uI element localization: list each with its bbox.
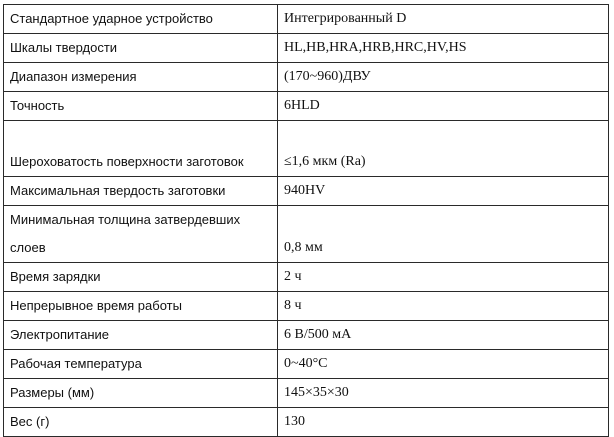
table-row xyxy=(4,63,609,92)
param-hardness-scales: Шкалы твердости xyxy=(4,34,278,63)
param-impact-device: Стандартное ударное устройство xyxy=(4,5,278,34)
value-operating-temperature: 0~40°C xyxy=(278,350,609,379)
value-accuracy: 6HLD xyxy=(278,92,609,121)
table-row xyxy=(4,5,609,34)
param-weight: Вес (г) xyxy=(4,408,278,437)
table-row xyxy=(4,177,609,206)
value-hardness-scales: HL,HB,HRA,HRB,HRC,HV,HS xyxy=(278,34,609,63)
param-max-hardness: Максимальная твердость заготовки xyxy=(4,177,278,206)
table-row xyxy=(4,350,609,379)
value-max-hardness: 940HV xyxy=(278,177,609,206)
value-weight: 130 xyxy=(278,408,609,437)
value-continuous-operation: 8 ч xyxy=(278,292,609,321)
param-charging-time: Время зарядки xyxy=(4,263,278,292)
table-row xyxy=(4,379,609,408)
value-dimensions: 145×35×30 xyxy=(278,379,609,408)
table-row xyxy=(4,121,609,177)
param-operating-temperature: Рабочая температура xyxy=(4,350,278,379)
value-surface-roughness: ≤1,6 мкм (Ra) xyxy=(278,121,609,177)
table-row xyxy=(4,263,609,292)
param-dimensions: Размеры (мм) xyxy=(4,379,278,408)
value-impact-device: Интегрированный D xyxy=(278,5,609,34)
param-measuring-range: Диапазон измерения xyxy=(4,63,278,92)
param-accuracy: Точность xyxy=(4,92,278,121)
specifications-table xyxy=(3,4,609,437)
table-row xyxy=(4,321,609,350)
value-power-supply: 6 В/500 мА xyxy=(278,321,609,350)
value-charging-time: 2 ч xyxy=(278,263,609,292)
value-measuring-range: (170~960)ДВУ xyxy=(278,63,609,92)
value-min-layer-thickness: 0,8 мм xyxy=(278,206,609,263)
param-surface-roughness: Шероховатость поверхности заготовок xyxy=(4,121,278,177)
table-row xyxy=(4,408,609,437)
table-row xyxy=(4,206,609,263)
table-row xyxy=(4,292,609,321)
param-min-layer-thickness: Минимальная толщина затвердевших слоев xyxy=(4,206,278,263)
param-continuous-operation: Непрерывное время работы xyxy=(4,292,278,321)
table-row xyxy=(4,92,609,121)
table-row xyxy=(4,34,609,63)
param-power-supply: Электропитание xyxy=(4,321,278,350)
